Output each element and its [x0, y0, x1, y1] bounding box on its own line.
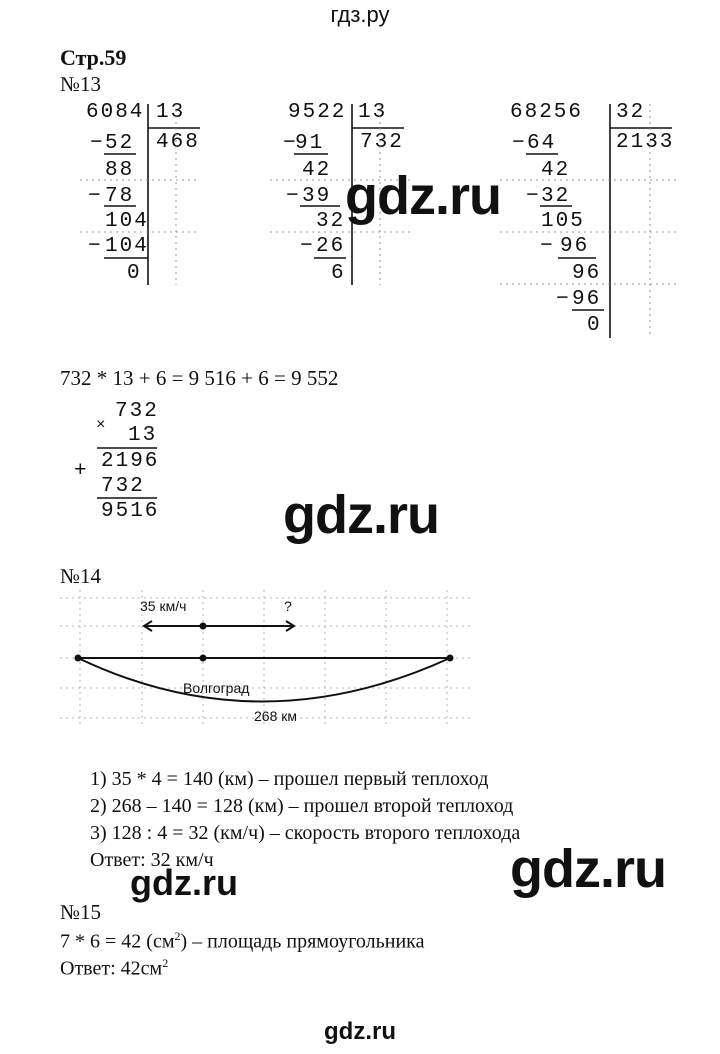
minus-sign: −: [540, 235, 553, 258]
answer-15-exponent: 2: [162, 956, 169, 970]
minus-sign: −: [556, 288, 569, 311]
page-title: Стр.59: [60, 45, 127, 70]
step: 96: [572, 288, 602, 311]
minus-sign: −: [512, 132, 525, 155]
site-header: гдз.ру: [330, 2, 390, 27]
minus-sign: −: [90, 132, 103, 155]
divisor: 32: [616, 101, 646, 124]
multiplicand: 732: [115, 400, 159, 423]
distance-label: 268 км: [254, 708, 297, 724]
step: 96: [560, 235, 590, 258]
quotient: 732: [360, 131, 404, 154]
task-15-number: №15: [60, 900, 102, 924]
step: 104: [105, 235, 149, 258]
answer-15-main: Ответ: 42см: [60, 957, 163, 980]
step: 104: [105, 210, 149, 233]
step: 26: [316, 235, 346, 258]
area-unit-exponent: 2: [174, 929, 181, 943]
dividend: 68256: [510, 101, 584, 124]
product: 9516: [101, 500, 160, 523]
step: 39: [302, 185, 332, 208]
dividend: 6084: [86, 101, 145, 124]
area-equation: [60, 929, 424, 954]
plus-sign: +: [74, 460, 87, 483]
watermark: gdz.ru: [130, 862, 238, 903]
divisor: 13: [156, 101, 186, 124]
task-13-number: №13: [60, 72, 102, 96]
partial-product-1: 2196: [101, 450, 160, 473]
answer-14: Ответ: 32 км/ч: [90, 849, 214, 871]
step: 96: [572, 262, 602, 285]
step: 88: [105, 159, 135, 182]
answer-15: [60, 956, 168, 981]
solution-step-3: 3) 128 : 4 = 32 (км/ч) – скорость второго теплохода: [90, 822, 521, 844]
minus-sign: −: [283, 132, 296, 155]
dividend: 9522: [288, 101, 347, 124]
unknown-label: ?: [284, 598, 292, 614]
step: 64: [527, 132, 557, 155]
task-14-number: №14: [60, 564, 102, 588]
solution-step-2: 2) 268 – 140 = 128 (км) – прошел второй теплоход: [90, 795, 514, 817]
area-equation-rest: ) – площадь прямоугольника: [180, 930, 425, 953]
times-sign: ×: [96, 416, 106, 434]
partial-product-2: 732: [101, 475, 145, 498]
step: 42: [541, 159, 571, 182]
quotient: 2133: [616, 131, 675, 154]
step: 52: [105, 132, 135, 155]
quotient: 468: [156, 131, 200, 154]
step: 91: [295, 132, 325, 155]
check-equation: 732 * 13 + 6 = 9 516 + 6 = 9 552: [60, 366, 339, 390]
minus-sign: −: [88, 185, 101, 208]
multiplier: 13: [128, 424, 158, 447]
city-label: Волгоград: [183, 680, 250, 696]
step: 0: [587, 314, 600, 337]
minus-sign: −: [526, 185, 539, 208]
watermark: gdz.ru: [510, 839, 666, 899]
multiplication-lines: [95, 446, 165, 506]
divisor: 13: [358, 101, 388, 124]
solution-step-1: 1) 35 * 4 = 140 (км) – прошел первый теплоход: [90, 768, 489, 790]
step: 78: [105, 185, 135, 208]
step: 42: [302, 159, 332, 182]
step: 32: [316, 210, 346, 233]
watermark: gdz.ru: [283, 485, 439, 545]
watermark: gdz.ru: [345, 166, 501, 226]
minus-sign: −: [300, 235, 313, 258]
minus-sign: −: [286, 185, 299, 208]
speed-label: 35 км/ч: [140, 598, 187, 614]
area-equation-main: 7 * 6 = 42 (см: [60, 930, 175, 953]
step: 105: [541, 210, 585, 233]
step: 0: [127, 262, 140, 285]
minus-sign: −: [88, 235, 101, 258]
footer-watermark: gdz.ru: [324, 1018, 396, 1045]
step: 6: [331, 262, 344, 285]
step: 32: [541, 185, 571, 208]
